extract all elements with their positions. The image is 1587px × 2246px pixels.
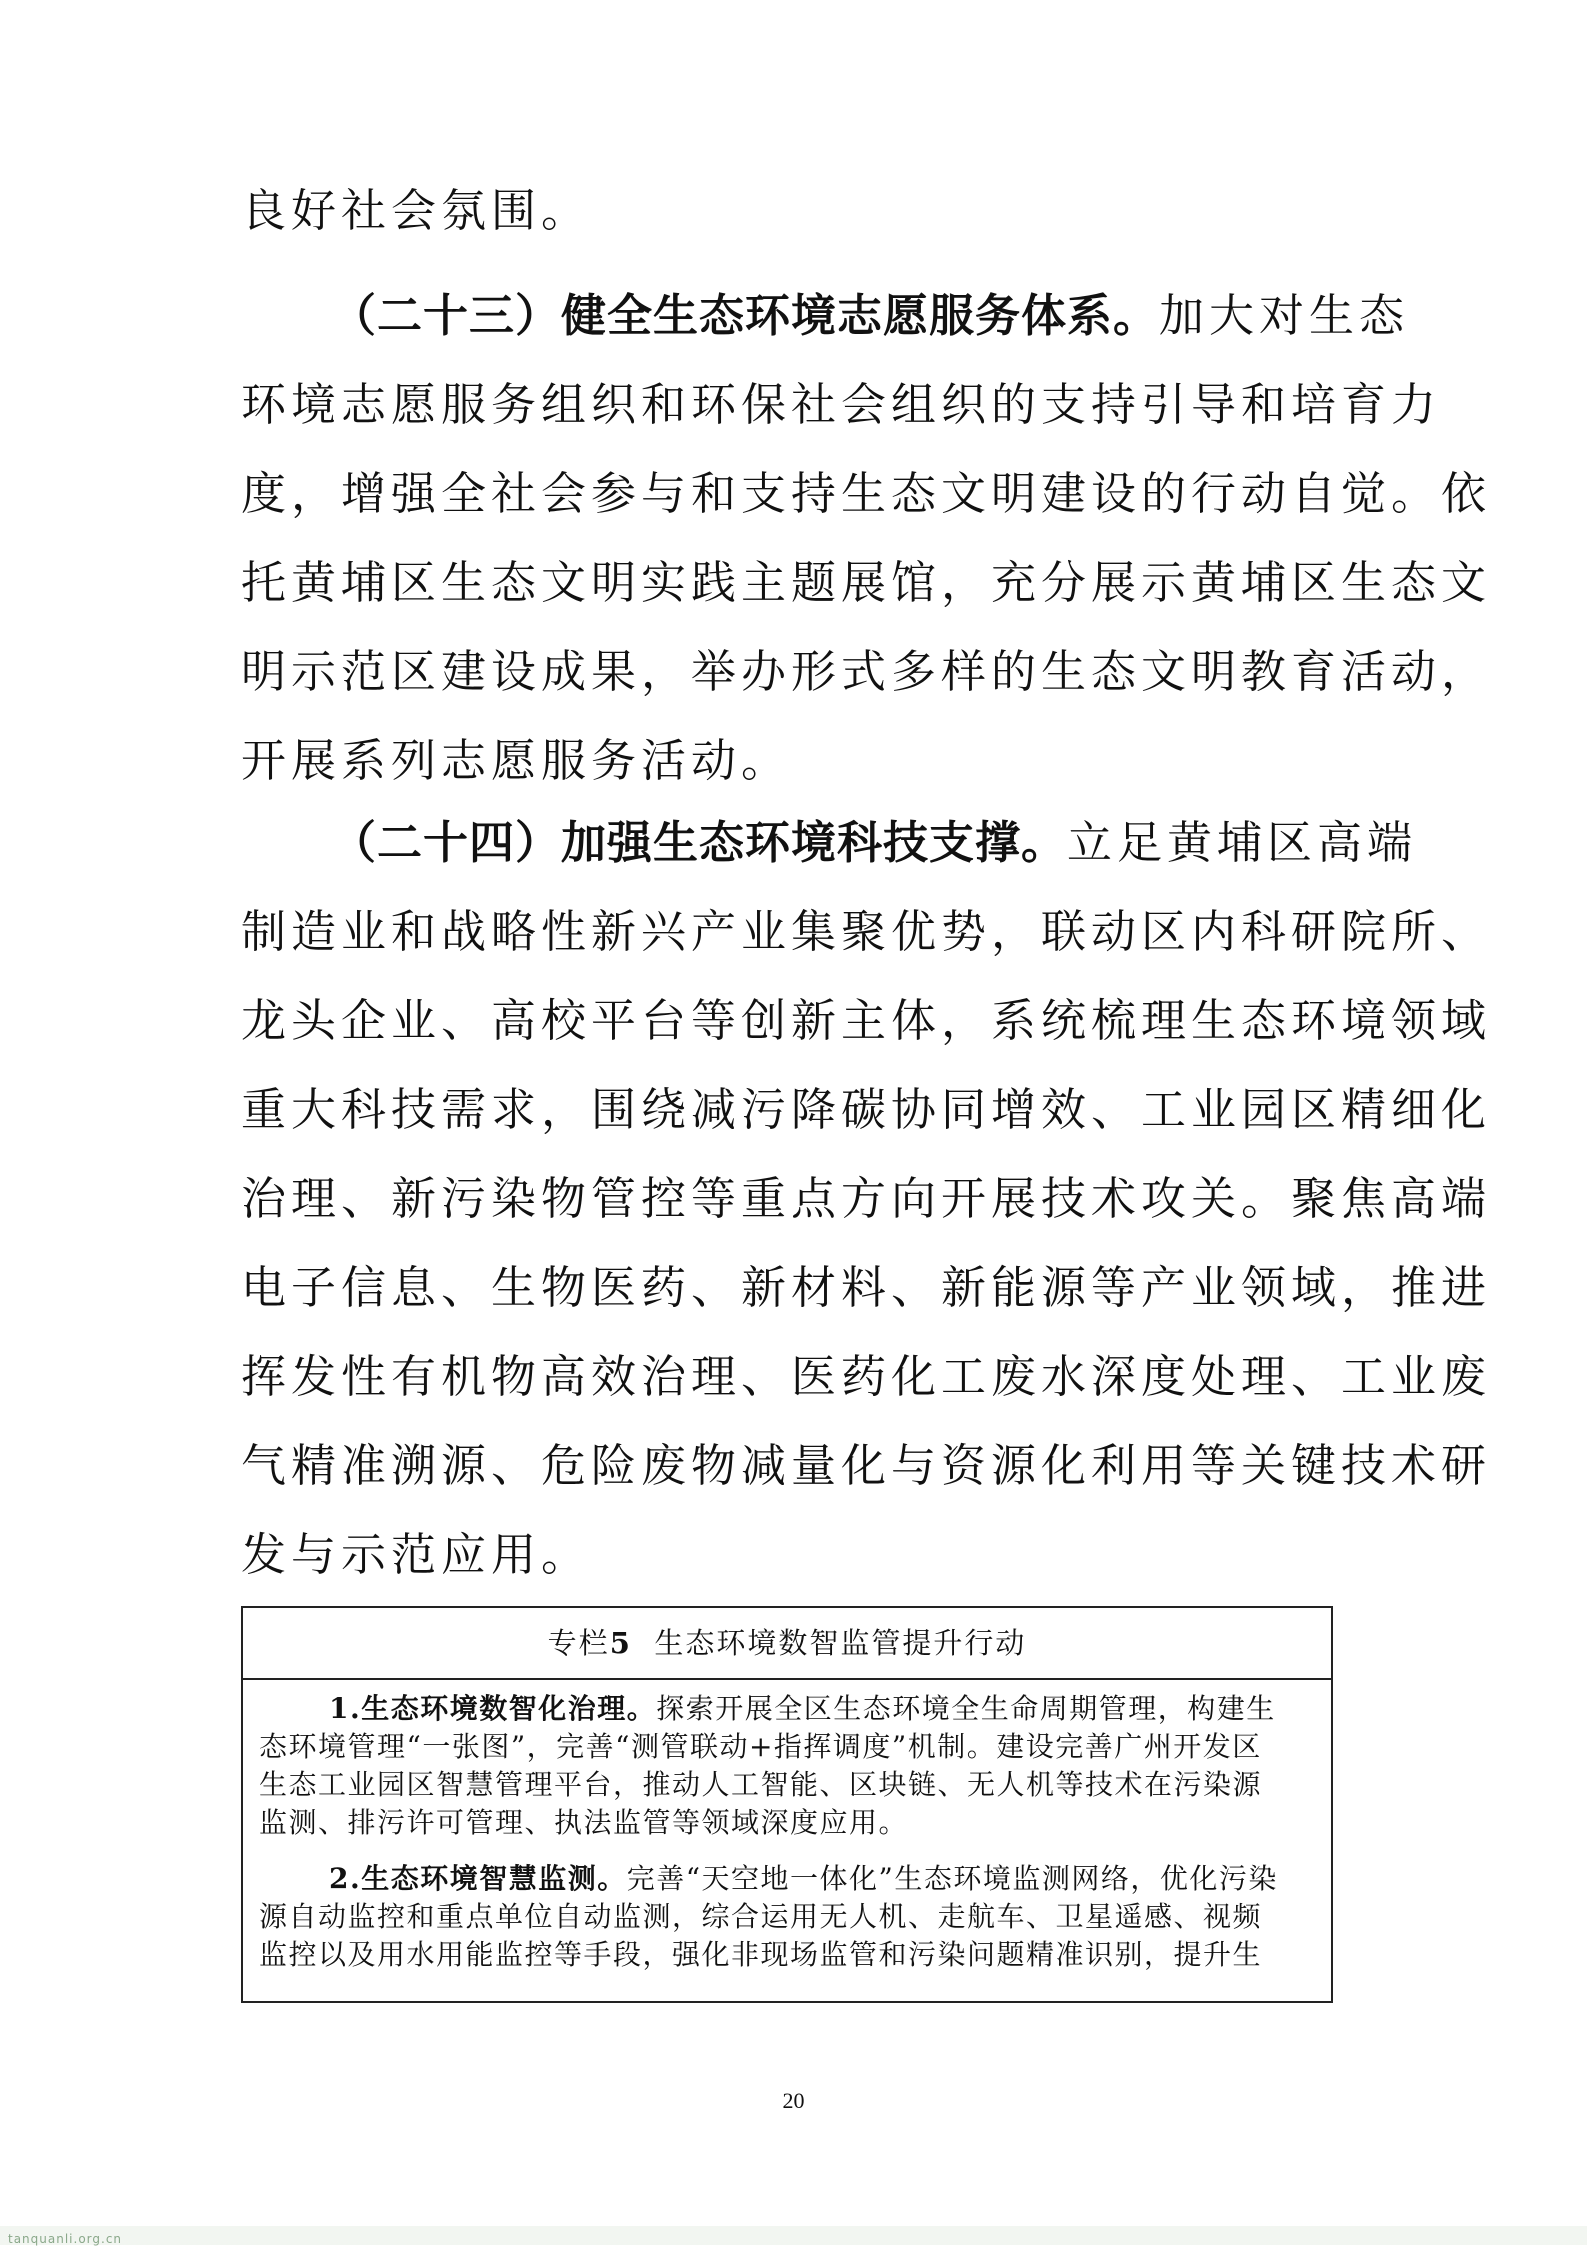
box-item-heading-1: 1.生态环境数智化治理。	[329, 1692, 657, 1725]
box-title-text: 生态环境数智监管提升行动	[654, 1626, 1027, 1660]
paragraph-volunteer-service	[241, 271, 1492, 805]
text-line: 明示范区建设成果，举办形式多样的生态文明教育活动，	[241, 645, 1492, 698]
text-line: 电子信息、生物医药、新材料、新能源等产业领域，推进	[241, 1261, 1492, 1314]
text-line: 开展系列志愿服务活动。	[241, 734, 792, 787]
box-line: 态环境管理“一张图”，完善“测管联动+指挥调度”机制。建设完善广州开发区	[259, 1730, 1262, 1763]
page-number: 20	[782, 2088, 805, 2113]
text-line: 挥发性有机物高效治理、医药化工废水深度处理、工业废	[241, 1350, 1492, 1403]
text-run: 加大对生态	[1159, 289, 1410, 342]
box-title-number: 5	[609, 1626, 632, 1660]
text-run: 立足黄埔区高端	[1067, 816, 1418, 869]
watermark: tanquanli.org.cn	[8, 2232, 123, 2246]
text-line: 气精准溯源、危险废物减量化与资源化利用等关键技术研	[241, 1439, 1492, 1492]
text-line: 良好社会氛围。	[241, 184, 592, 237]
box-line: 生态工业园区智慧管理平台，推动人工智能、区块链、无人机等技术在污染源	[259, 1768, 1263, 1801]
box-line: 监测、排污许可管理、执法监管等领域深度应用。	[259, 1806, 909, 1839]
text-line: 龙头企业、高校平台等创新主体，系统梳理生态环境领域	[241, 994, 1492, 1047]
text-line: 度，增强全社会参与和支持生态文明建设的行动自觉。依	[241, 467, 1492, 520]
box-line: 源自动监控和重点单位自动监测，综合运用无人机、走航车、卫星遥感、视频	[259, 1900, 1263, 1933]
box-title-prefix: 专栏	[547, 1626, 610, 1660]
box-text-run: 完善“天空地一体化”生态环境监测网络，优化污染	[626, 1862, 1278, 1895]
section-heading-24: （二十四）加强生态环境科技支撑。	[331, 816, 1068, 869]
box-title	[243, 1608, 1331, 1680]
box-item-heading-2: 2.生态环境智慧监测。	[329, 1862, 627, 1895]
bottom-strip	[0, 2226, 1587, 2245]
text-line: 环境志愿服务组织和环保社会组织的支持引导和培育力	[241, 378, 1442, 431]
text-line: 治理、新污染物管控等重点方向开展技术攻关。聚焦高端	[241, 1172, 1492, 1225]
text-line	[241, 798, 1418, 887]
box-line: 监控以及用水用能监控等手段，强化非现场监管和污染问题精准识别，提升生	[259, 1938, 1263, 1971]
box-text-run: 探索开展全区生态环境全生命周期管理，构建生	[656, 1692, 1276, 1725]
section-heading-23: （二十三）健全生态环境志愿服务体系。	[331, 289, 1160, 342]
box-paragraph-gap	[259, 1842, 1315, 1860]
special-column-box	[241, 1606, 1333, 2003]
text-line: 重大科技需求，围绕减污降碳协同增效、工业园区精细化	[241, 1083, 1492, 1136]
text-line: 托黄埔区生态文明实践主题展馆，充分展示黄埔区生态文	[241, 556, 1492, 609]
box-body	[243, 1680, 1331, 1974]
text-line: 发与示范应用。	[241, 1528, 592, 1581]
paragraph-tech-support	[241, 798, 1492, 1599]
paragraph-continuation	[241, 166, 1345, 255]
box-line	[259, 1690, 1315, 1728]
box-line	[259, 1860, 1315, 1898]
text-line	[241, 271, 1410, 360]
text-line: 制造业和战略性新兴产业集聚优势，联动区内科研院所、	[241, 905, 1492, 958]
